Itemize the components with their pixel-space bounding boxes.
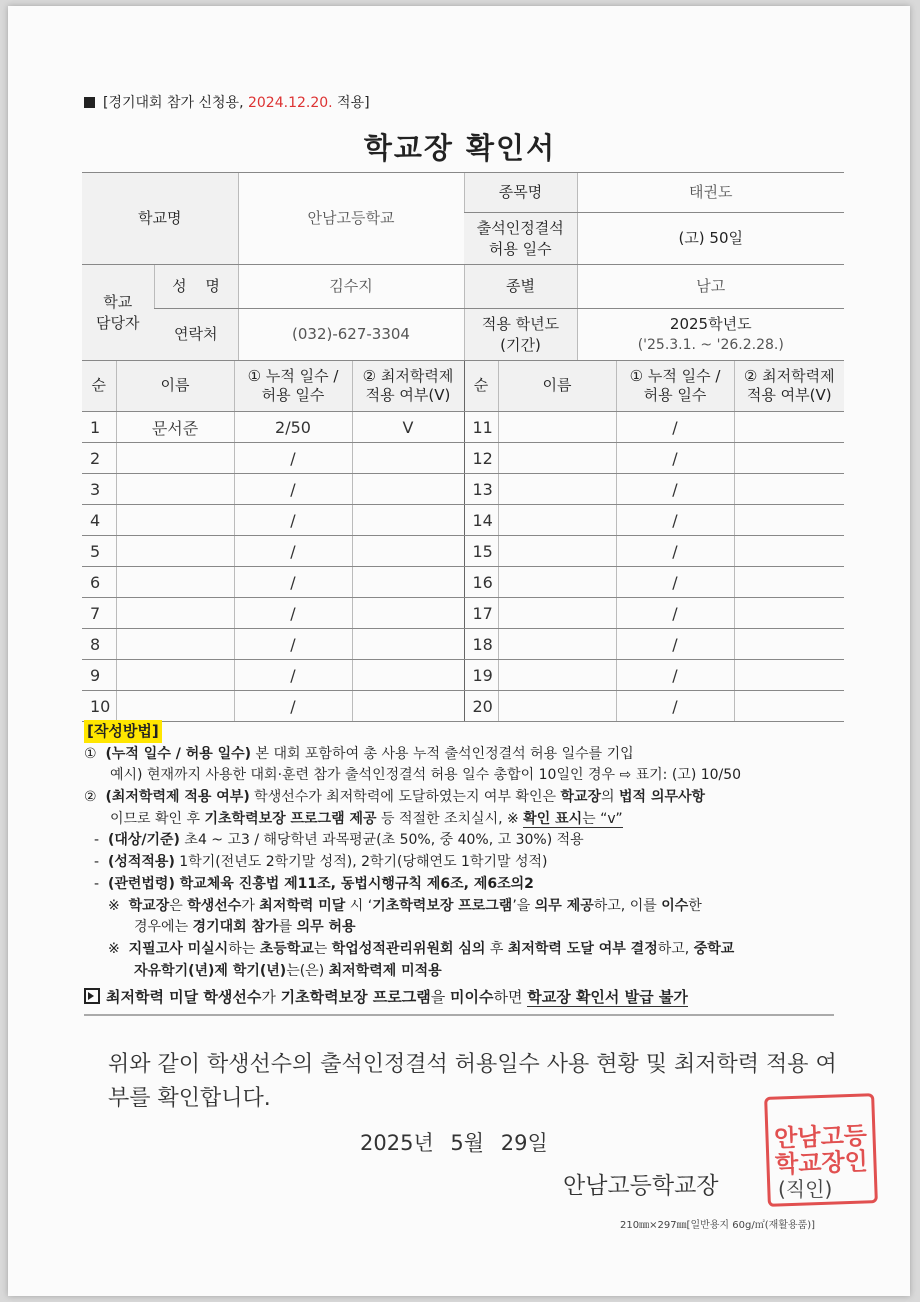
row-name: [498, 505, 616, 536]
row-no: 8: [82, 629, 116, 660]
row-name: [116, 660, 234, 691]
allowed-days-label: 출석인정결석 허용 일수: [464, 213, 577, 265]
row-days: /: [234, 598, 352, 629]
row-no: 4: [82, 505, 116, 536]
row-min: [734, 629, 844, 660]
row-no: 16: [464, 567, 498, 598]
col-name: 이름: [498, 361, 616, 412]
table-header-row: [82, 361, 844, 412]
row-days: /: [616, 598, 734, 629]
school-name-label: 학교명: [82, 173, 238, 265]
row-min: [734, 567, 844, 598]
issue-date: 2025년 5월 29일: [360, 1131, 548, 1155]
method-item-1: ① (누적 일수 / 허용 일수) 본 대회 포함하여 총 사용 누적 출석인정결석 허용 일수를 기입: [84, 745, 634, 762]
row-name: 문서준: [116, 412, 234, 443]
row-name: [116, 629, 234, 660]
document-title: 학교장 확인서: [363, 131, 557, 165]
paper-spec-footer: 210㎜×297㎜[일반용지 60g/㎡(재활용품)]: [620, 1220, 816, 1231]
table-row: [82, 474, 844, 505]
sport-value: 태권도: [577, 173, 844, 213]
category-label: 종별: [464, 265, 577, 309]
row-name: [116, 567, 234, 598]
row-name: [498, 536, 616, 567]
row-name: [498, 443, 616, 474]
row-days: /: [616, 536, 734, 567]
col-days: ① 누적 일수 / 허용 일수: [234, 361, 352, 412]
row-days: /: [234, 536, 352, 567]
contact-label: 연락처: [154, 309, 238, 361]
staff-name-label: 성 명: [154, 265, 238, 309]
row-name: [498, 474, 616, 505]
row-name: [116, 536, 234, 567]
row-min: [734, 412, 844, 443]
row-days: 2/50: [234, 412, 352, 443]
school-info-table: [82, 172, 844, 361]
col-no: 순: [82, 361, 116, 412]
method-sub-target: - (대상/기준) 초4 ~ 고3 / 해당학년 과목평균(초 50%, 중 40%, 고 30%) 적용: [94, 832, 584, 849]
category-value: 남고: [577, 265, 844, 309]
row-min: [734, 660, 844, 691]
school-name-value: 안남고등학교: [238, 173, 464, 265]
seal-mark: (직인): [778, 1177, 833, 1201]
row-no: 17: [464, 598, 498, 629]
effective-date: 2024.12.20.: [247, 95, 333, 111]
row-no: 2: [82, 443, 116, 474]
row-no: 15: [464, 536, 498, 567]
row-name: [116, 691, 234, 722]
row-min: [734, 691, 844, 722]
table-row: [82, 691, 844, 722]
contact-value: (032)-627-3304: [238, 309, 464, 361]
confirmation-statement: 위와 같이 학생선수의 출석인정결석 허용일수 사용 현황 및 최저학력 적용 여부를 확인합니다.: [108, 1052, 837, 1112]
row-days: /: [234, 629, 352, 660]
row-name: [498, 660, 616, 691]
staff-label: 학교 담당자: [82, 265, 154, 361]
row-min: V: [352, 412, 464, 443]
row-days: /: [234, 505, 352, 536]
allowed-days-value: (고) 50일: [577, 213, 844, 265]
table-row: [82, 629, 844, 660]
row-min: [734, 536, 844, 567]
table-row: [82, 505, 844, 536]
method-item-2: ② (최저학력제 적용 여부) 학생선수가 최저학력에 도달하였는지 여부 확인은 학교장의 법적 의무사항: [84, 789, 706, 806]
row-name: [498, 629, 616, 660]
row-days: /: [616, 629, 734, 660]
application-note: [경기대회 참가 신청용, 2024.12.20. 적용]: [84, 92, 370, 112]
row-name: [116, 505, 234, 536]
row-min: [352, 660, 464, 691]
col-days: ① 누적 일수 / 허용 일수: [616, 361, 734, 412]
method-item-2-line2: 이므로 확인 후 기초학력보장 프로그램 제공 등 적절한 조치실시, ※ 확인 표시는 “v”: [110, 810, 623, 827]
method-sub-law: - (관련법령) 학교체육 진흥법 제11조, 동법시행규칙 제6조, 제6조의2: [94, 875, 534, 892]
row-days: /: [616, 505, 734, 536]
row-days: /: [234, 660, 352, 691]
school-year-label: 적용 학년도 (기간): [464, 309, 577, 361]
row-no: 3: [82, 474, 116, 505]
square-bullet-icon: [84, 97, 95, 108]
official-seal-icon: 안남고등 학교장인: [764, 1093, 878, 1207]
row-days: /: [616, 443, 734, 474]
arrow-box-icon: [84, 988, 100, 1004]
table-row: [82, 567, 844, 598]
row-name: [498, 567, 616, 598]
row-no: 7: [82, 598, 116, 629]
row-min: [734, 443, 844, 474]
row-days: /: [234, 691, 352, 722]
row-name: [498, 598, 616, 629]
row-no: 12: [464, 443, 498, 474]
row-no: 19: [464, 660, 498, 691]
row-days: /: [616, 412, 734, 443]
student-list-table: [82, 360, 844, 722]
row-days: /: [616, 691, 734, 722]
row-min: [352, 567, 464, 598]
row-name: [116, 443, 234, 474]
row-name: [116, 598, 234, 629]
table-row: [82, 598, 844, 629]
method-note-2: ※ 지필고사 미실시하는 초등학교는 학업성적관리위원회 심의 후 최저학력 도달 여부 결정하고, 중학교: [108, 940, 735, 957]
row-no: 18: [464, 629, 498, 660]
row-no: 1: [82, 412, 116, 443]
row-no: 20: [464, 691, 498, 722]
method-note-1-line2: 경우에는 경기대회 참가를 의무 허용: [134, 919, 356, 936]
row-no: 14: [464, 505, 498, 536]
row-days: /: [234, 474, 352, 505]
table-row: [82, 443, 844, 474]
school-year-value: 2025학년도 ('25.3.1. ~ '26.2.28.): [577, 309, 844, 361]
row-no: 11: [464, 412, 498, 443]
method-final-warning: 최저학력 미달 학생선수가 기초학력보장 프로그램을 미이수하면 학교장 확인서 발급 불가: [84, 986, 834, 1015]
row-min: [352, 691, 464, 722]
method-sub-grades: - (성적적용) 1학기(전년도 2학기말 성적), 2학기(당해연도 1학기말 성적): [94, 854, 548, 871]
row-no: 10: [82, 691, 116, 722]
sport-label: 종목명: [464, 173, 577, 213]
row-days: /: [616, 567, 734, 598]
col-no: 순: [464, 361, 498, 412]
table-row: [82, 536, 844, 567]
row-min: [734, 598, 844, 629]
row-min: [734, 474, 844, 505]
row-min: [352, 536, 464, 567]
row-days: /: [616, 474, 734, 505]
col-min: ② 최저학력제 적용 여부(V): [352, 361, 464, 412]
table-row: [82, 412, 844, 443]
row-min: [352, 629, 464, 660]
method-tag: [작성방법]: [84, 720, 162, 743]
row-min: [352, 598, 464, 629]
row-days: /: [234, 567, 352, 598]
writing-method-section: [84, 720, 864, 1016]
method-note-2-line2: 자유학기(년)제 학기(년)는(은) 최저학력제 미적용: [134, 962, 442, 979]
method-note-1: ※ 학교장은 학생선수가 최저학력 미달 시 ‘기초학력보장 프로그램’을 의무 제공하고, 이를 이수한: [108, 897, 702, 914]
row-no: 6: [82, 567, 116, 598]
row-min: [352, 474, 464, 505]
row-no: 13: [464, 474, 498, 505]
row-min: [352, 505, 464, 536]
row-name: [498, 412, 616, 443]
school-year-period: ('25.3.1. ~ '26.2.28.): [637, 337, 784, 354]
row-name: [498, 691, 616, 722]
col-min: ② 최저학력제 적용 여부(V): [734, 361, 844, 412]
principal-signature: 안남고등학교장: [563, 1173, 719, 1199]
row-no: 9: [82, 660, 116, 691]
col-name: 이름: [116, 361, 234, 412]
row-min: [734, 505, 844, 536]
row-name: [116, 474, 234, 505]
staff-name-value: 김수지: [238, 265, 464, 309]
row-days: /: [234, 443, 352, 474]
table-row: [82, 660, 844, 691]
method-item-1-example: 예시) 현재까지 사용한 대회·훈련 참가 출석인정결석 허용 일수 총합이 10일인 경우 ⇨ 표기: (고) 10/50: [110, 767, 742, 784]
row-min: [352, 443, 464, 474]
row-no: 5: [82, 536, 116, 567]
row-days: /: [616, 660, 734, 691]
